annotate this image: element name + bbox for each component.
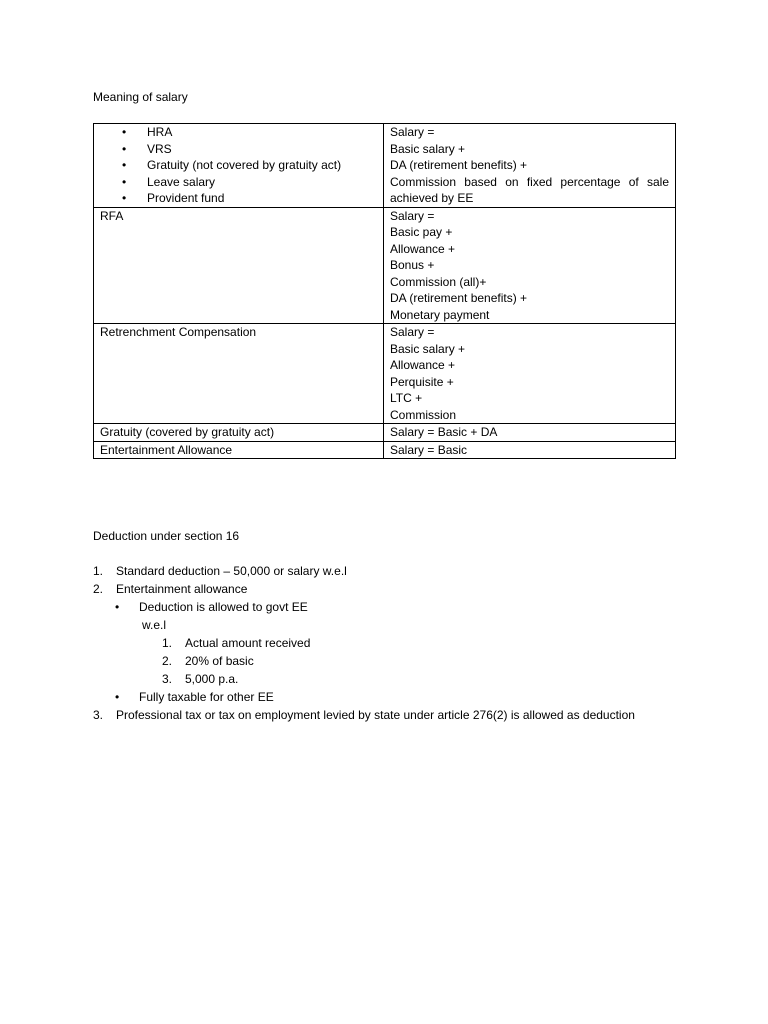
list-item [93,580,693,598]
formula-line: Salary = Basic + DA [390,425,498,439]
formula-line: Salary = [390,208,435,223]
table-cell-left: Entertainment Allowance [94,441,384,459]
formula-line: Monetary payment [390,307,490,322]
list-item [93,616,693,634]
formula-line: Allowance + [390,241,456,256]
table-cell-left [94,124,384,208]
list-text: 5,000 p.a. [185,672,239,686]
formula-line: Perquisite + [390,374,454,389]
list-text: Deduction is allowed to govt EE [139,600,308,614]
table-cell-left: RFA [94,207,384,324]
formula-line: DA (retirement benefits) + [390,158,528,172]
list-text: Fully taxable for other EE [139,690,274,704]
list-number: 3. [162,672,173,686]
list-item: • Provident fund [100,190,377,207]
list-item [93,562,693,580]
list-text: 20% of basic [185,654,254,668]
list-item: • VRS [100,141,377,158]
formula-line: Salary = [390,325,435,339]
formula-line: Bonus + [390,258,435,272]
formula-line: DA (retirement benefits) + [390,291,528,305]
list-text: Entertainment allowance [116,582,248,596]
formula-line: Allowance + [390,358,456,372]
list-item [93,634,693,652]
bullet-icon: • [115,690,120,704]
formula-line: Salary = [390,125,435,139]
table-cell-right [384,324,676,424]
list-text: Professional tax or tax on employment levied by state under article 276(2) is allowed as deduction [116,708,635,722]
section-title-deduction-section-16: Deduction under section 16 [93,529,240,543]
formula-line: Basic salary + [390,141,466,156]
list-item: • HRA [100,124,377,141]
bullet-list [100,124,377,207]
list-text: Actual amount received [185,636,311,650]
formula-line: Commission based on fixed percentage of sale achieved by EE [390,174,669,205]
list-item [93,706,693,724]
list-item [93,652,693,670]
section-title-meaning-of-salary: Meaning of salary [93,90,188,104]
list-item: • Leave salary [100,174,377,191]
table-row [94,424,676,442]
table-cell-left: Retrenchment Compensation [94,324,384,424]
list-number: 2. [93,582,104,596]
list-item: • Gratuity (not covered by gratuity act) [100,157,377,174]
table-cell-right [384,441,676,459]
formula-line: Commission [390,407,457,422]
bullet-icon: • [115,600,120,614]
formula-line: Basic pay + [390,225,453,239]
list-number: 1. [162,636,173,650]
formula-line: Commission (all)+ [390,274,487,289]
list-number: 1. [93,564,104,578]
table-cell-right [384,424,676,442]
table-cell-right [384,124,676,208]
list-item [93,598,693,616]
table-row [94,207,676,324]
list-number: 3. [93,708,104,722]
formula-line: LTC + [390,391,423,405]
table-cell-left: Gratuity (covered by gratuity act) [94,424,384,442]
deduction-list [93,562,693,724]
list-item [93,670,693,688]
list-text: Standard deduction – 50,000 or salary w.e.l [116,564,347,578]
table-row [94,324,676,424]
list-text: w.e.l [142,618,167,632]
table-row [94,441,676,459]
table-cell-right [384,207,676,324]
table-row [94,124,676,208]
salary-meaning-table [93,123,676,459]
formula-line: Basic salary + [390,341,466,356]
formula-line: Salary = Basic [390,442,468,457]
list-item [93,688,693,706]
list-number: 2. [162,654,173,668]
